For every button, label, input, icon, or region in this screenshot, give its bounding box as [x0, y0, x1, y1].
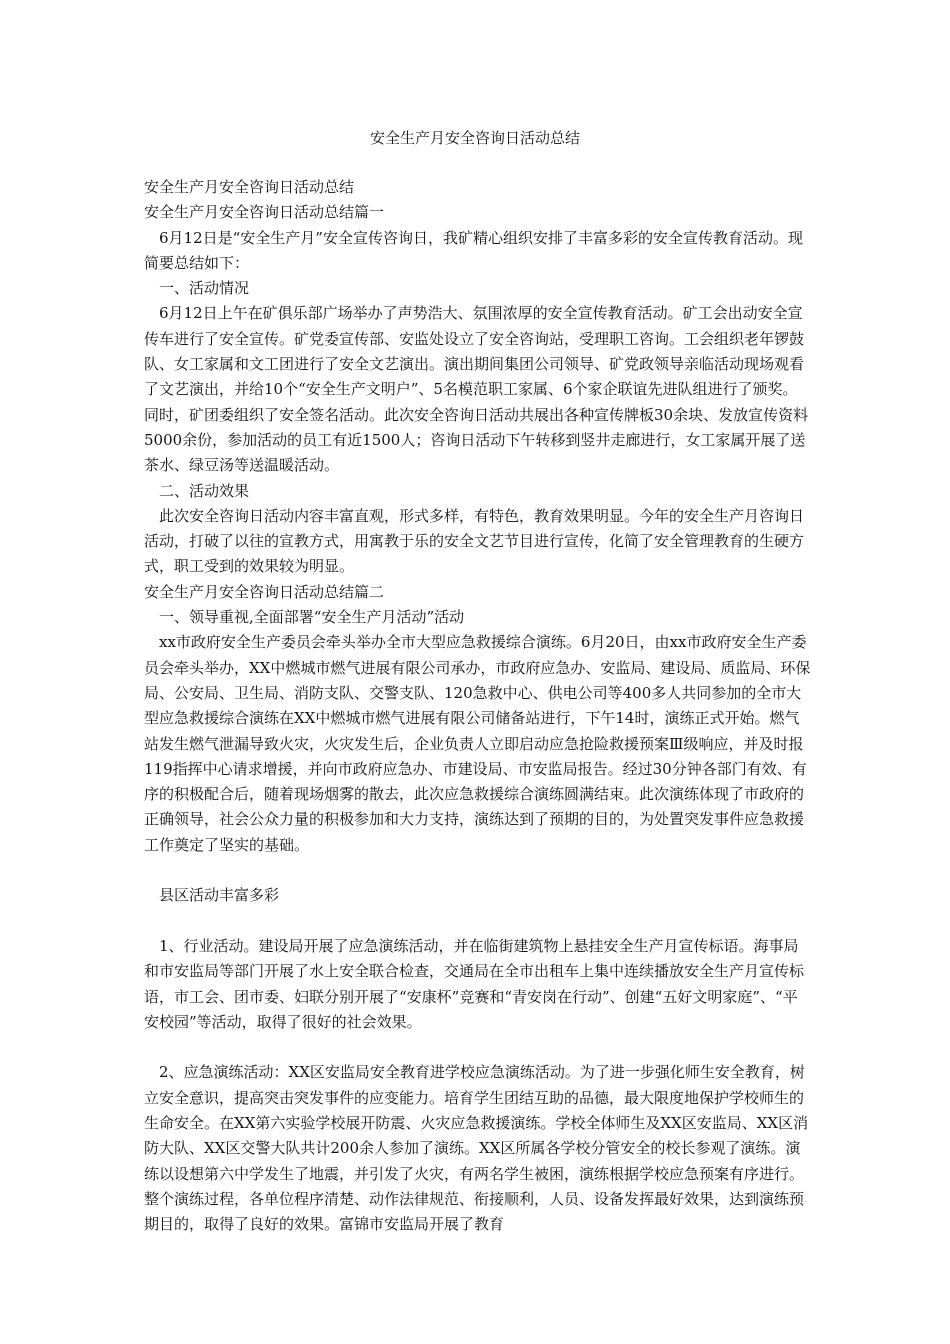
paragraph: 此次安全咨询日活动内容丰富直观，形式多样，有特色，教育效果明显。今年的安全生产月咨询日活动，打破了以往的宣教方式，用寓教于乐的安全文艺节目进行宣传，化简了安全管理教育的生硬方式，职工受到的效果较为明显。 — [144, 506, 805, 576]
paragraph: 6月12日是“安全生产月”安全宣传咨询日，我矿精心组织安排了丰富多彩的安全宣传教育活动。现简要总结如下： — [144, 228, 803, 272]
section-heading: 二、活动效果 — [159, 481, 250, 500]
document-body — [144, 175, 812, 1237]
paragraph: 安全生产月安全咨询日活动总结 — [144, 178, 355, 196]
paragraph: 安全生产月安全咨询日活动总结篇一 — [144, 203, 385, 222]
document-title: 安全生产月安全咨询日活动总结 — [369, 129, 580, 147]
paragraph: xx市政府安全生产委员会牵头举办全市大型应急救援综合演练。6月20日，由xx市政府安全生产委员会牵头举办，XX中燃城市燃气进展有限公司承办，市政府应急办、安监局、建设局、质监局、环保局、公安局、卫生局、消防支队、交警支队、120急救中心、供电公司等400多人共同参加的全市大型应急救援综合演练在XX中燃城市燃气进展有限公司储备站进行，下午14时，演练正式开始。燃气站发生燃气泄漏导致火灾，火灾发生后，企业负责人立即启动应急抢险救援预案Ⅲ级响应，并及时报119指挥中心请求增援，并向市政府应急办、市建设局、市安监局报告。经过30分钟各部门有效、有序的积极配合后，随着现场烟雾的散去，此次应急救援综合演练圆满结束。此次演练体现了市政府的正确领导，社会公众力量的积极参加和大力支持，演练达到了预期的目的，为处置突发事件应急救援工作奠定了坚实的基础。 — [144, 633, 811, 854]
section-heading: 一、活动情况 — [159, 279, 250, 298]
paragraph: 1、行业活动。建设局开展了应急演练活动，并在临街建筑物上悬挂安全生产月宣传标语。海事局和市安监局等部门开展了水上安全联合检查，交通局在全市出租车上集中连续播放安全生产月宣传标语，市工会、团市委、妇联分别开展了“安康杯”竞赛和“青安岗在行动”、创建“五好文明家庭”、“平安校园”等活动，取得了很好的社会效果。 — [144, 936, 805, 1031]
paragraph: 6月12日上午在矿俱乐部广场举办了声势浩大、氛围浓厚的安全宣传教育活动。矿工会出动安全宣传车进行了安全宣传。矿党委宣传部、安监处设立了安全咨询站，受理职工咨询。工会组织老年锣鼓队、女工家属和文工团进行了安全文艺演出。演出期间集团公司领导、矿党政领导亲临活动现场观看了文艺演出，并给10个“安全生产文明户”、5名模范职工家属、6个家企联谊先进队组进行了颁奖。同时，矿团委组织了安全签名活动。此次安全咨询日活动共展出各种宣传牌板30余块、发放宣传资料5000余份，参加活动的员工有近1500人；咨询日活动下午转移到竖井走廊进行，女工家属开展了送茶水、绿豆汤等送温暖活动。 — [144, 304, 809, 475]
section-heading: 县区活动丰富多彩 — [159, 886, 280, 905]
paragraph: 2、应急演练活动：XX区安监局安全教育进学校应急演练活动。为了进一步强化师生安全教育，树立安全意识，提高突击突发事件的应变能力。培育学生团结互助的品德，最大限度地保护学校师生的生命安全。在XX第六实验学校展开防震、火灾应急救援演练。学校全体师生及XX区安监局、XX区消防大队、XX区交警大队共计200余人参加了演练。XX区所属各学校分管安全的校长参观了演练。演练以设想第六中学发生了地震，并引发了火灾，有两名学生被困，演练根据学校应急预案有序进行。整个演练过程，各单位程序清楚、动作法律规范、衔接顺利，人员、设备发挥最好效果，达到演练预期目的，取得了良好的效果。富锦市安监局开展了教育 — [144, 1063, 809, 1234]
paragraph: 安全生产月安全咨询日活动总结篇二 — [144, 582, 385, 601]
section-heading: 一、领导重视,全面部署“安全生产月活动”活动 — [159, 608, 465, 627]
